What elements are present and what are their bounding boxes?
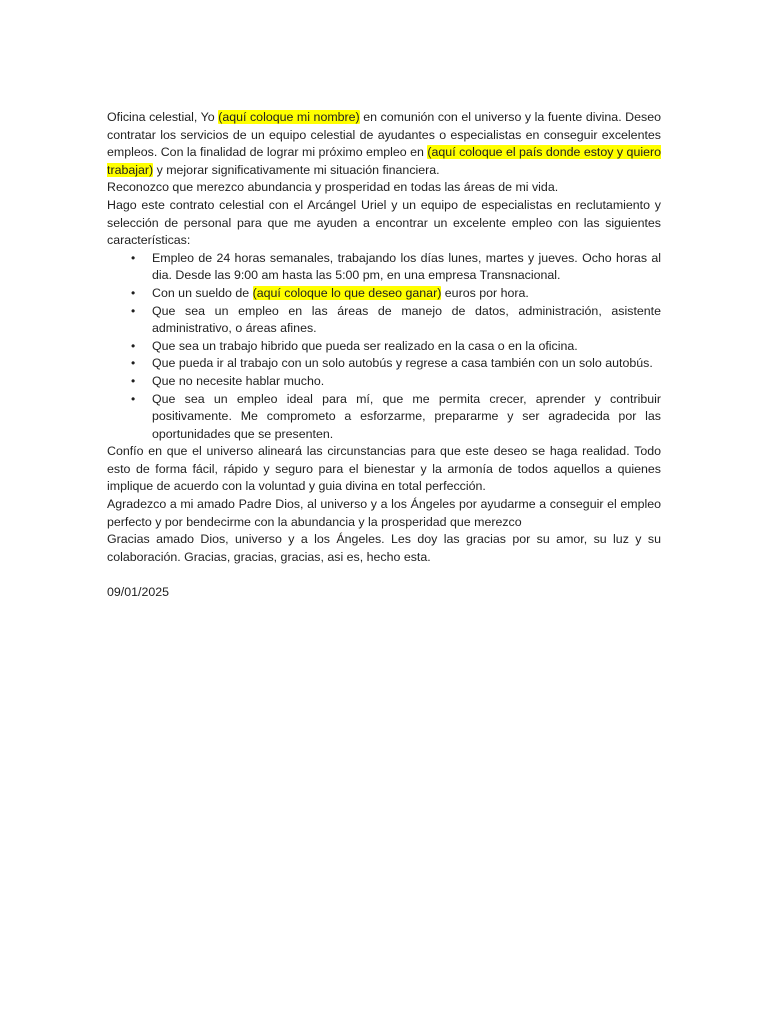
requirement-item bbox=[131, 373, 661, 391]
intro-paragraph bbox=[107, 109, 661, 179]
bullet-icon: • bbox=[131, 303, 136, 318]
bullet-icon: • bbox=[131, 338, 136, 353]
requirement-text: Que no necesite hablar mucho. bbox=[152, 373, 325, 388]
contrato-paragraph: Hago este contrato celestial con el Arcángel Uriel y un equipo de especialistas en reclutamiento y selección de personal para que me ayuden a encontrar un excelente empleo con las siguientes características: bbox=[107, 197, 661, 248]
requirement-item bbox=[131, 338, 661, 356]
bullet-icon: • bbox=[131, 250, 136, 265]
salary-placeholder-highlight: (aquí coloque lo que deseo ganar) bbox=[252, 285, 442, 300]
requirement-item bbox=[131, 391, 661, 444]
requirement-text: Con un sueldo de bbox=[152, 285, 253, 300]
bullet-icon: • bbox=[131, 373, 136, 388]
bullet-icon: • bbox=[131, 356, 136, 371]
requirement-text: Que sea un trabajo hibrido que pueda ser realizado en la casa o en la oficina. bbox=[152, 338, 578, 353]
country-placeholder-highlight: (aquí coloque el país donde estoy y quiero trabajar) bbox=[107, 145, 661, 177]
requirement-text: Que sea un empleo ideal para mí, que me permita crecer, aprender y contribuir positivamente. Me comprometo a esforzarme, prepararme y ser agradecida por las oportunidades que se presenten. bbox=[152, 391, 661, 441]
intro-text-3: y mejorar significativamente mi situación financiera. bbox=[153, 162, 440, 177]
gracias-paragraph: Gracias amado Dios, universo y a los Ángeles. Les doy las gracias por su amor, su luz y su colaboración. Gracias, gracias, gracias, asi es, hecho esta. bbox=[107, 532, 661, 564]
name-placeholder-highlight: (aquí coloque mi nombre) bbox=[218, 110, 360, 124]
intro-text-1: Oficina celestial, Yo bbox=[107, 110, 219, 124]
requirement-text: euros por hora. bbox=[441, 285, 529, 300]
bullet-icon: • bbox=[131, 391, 136, 406]
requirement-text: Empleo de 24 horas semanales, trabajando los días lunes, martes y jueves. Ocho horas al dia. Desde las 9:00 am hasta las 5:00 pm, en una empresa Transnacional. bbox=[152, 250, 661, 283]
requirement-item bbox=[131, 285, 661, 303]
document-page bbox=[107, 109, 661, 602]
document-date: 09/01/2025 bbox=[107, 585, 170, 600]
bullet-icon: • bbox=[131, 285, 136, 300]
requirement-item bbox=[131, 303, 661, 338]
requirement-item bbox=[131, 250, 661, 285]
intro-text-2: en comunión con el universo y la fuente divina. Deseo contratar los servicios de un equipo celestial de ayudantes o especialistas en conseguir excelentes empleos. Con la finalidad de lograr mi próximo empleo en bbox=[107, 110, 661, 160]
requirement-text: Que pueda ir al trabajo con un solo autobús y regrese a casa también con un solo autobús. bbox=[152, 356, 653, 371]
reconozco-paragraph: Reconozco que merezco abundancia y prosperidad en todas las áreas de mi vida. bbox=[107, 180, 559, 195]
requirement-item bbox=[131, 355, 661, 373]
confio-paragraph: Confío en que el universo alineará las circunstancias para que este deseo se haga realidad. Todo esto de forma fácil, rápido y seguro para el bienestar y la armonía de todos aquellos a quienes implique de acuerdo con la voluntad y guia divina en total perfección. bbox=[107, 444, 661, 494]
agradezco-paragraph: Agradezco a mi amado Padre Dios, al universo y a los Ángeles por ayudarme a conseguir el empleo perfecto y por bendecirme con la abundancia y la prosperidad que merezco bbox=[107, 497, 661, 529]
requirements-list bbox=[107, 250, 661, 444]
requirement-text: Que sea un empleo en las áreas de manejo de datos, administración, asistente administrativo, o áreas afines. bbox=[152, 303, 661, 336]
